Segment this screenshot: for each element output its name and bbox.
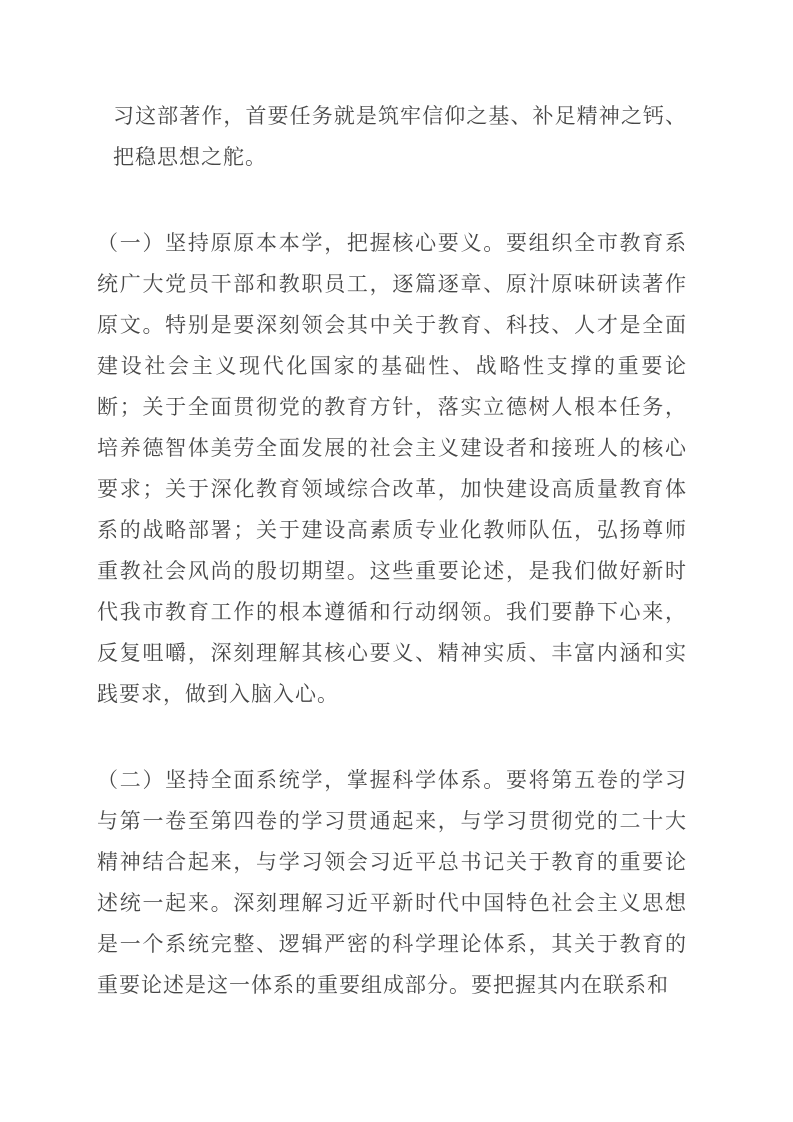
paragraph-section-2: （二）坚持全面系统学，掌握科学体系。要将第五卷的学习与第一卷至第四卷的学习贯通起来，与学习贯彻党的二十大精神结合起来，与学习领会习近平总书记关于教育的重要论述统一起来。深刻理解习近平新时代中国特色社会主义思想是一个系统完整、逻辑严密的科学理论体系，其关于教育的重要论述是这一体系的重要组成部分。要把握其内在联系和 — [97, 768, 687, 997]
paragraph-continuation: 习这部著作，首要任务就是筑牢信仰之基、补足精神之钙、把稳思想之舵。 — [113, 104, 687, 169]
paragraph-section-1: （一）坚持原原本本学，把握核心要义。要组织全市教育系统广大党员干部和教职员工，逐篇逐章、原汁原味研读著作原文。特别是要深刻领会其中关于教育、科技、人才是全面建设社会主义现代化国家的基础性、战略性支撑的重要论断；关于全面贯彻党的教育方针，落实立德树人根本任务，培养德智体美劳全面发展的社会主义建设者和接班人的核心要求；关于深化教育领域综合改革，加快建设高质量教育体系的战略部署；关于建设高素质专业化教师队伍，弘扬尊师重教社会风尚的殷切期望。这些重要论述，是我们做好新时代我市教育工作的根本遵循和行动纲领。我们要静下心来，反复咀嚼，深刻理解其核心要义、精神实质、丰富内涵和实践要求，做到入脑入心。 — [97, 231, 687, 706]
